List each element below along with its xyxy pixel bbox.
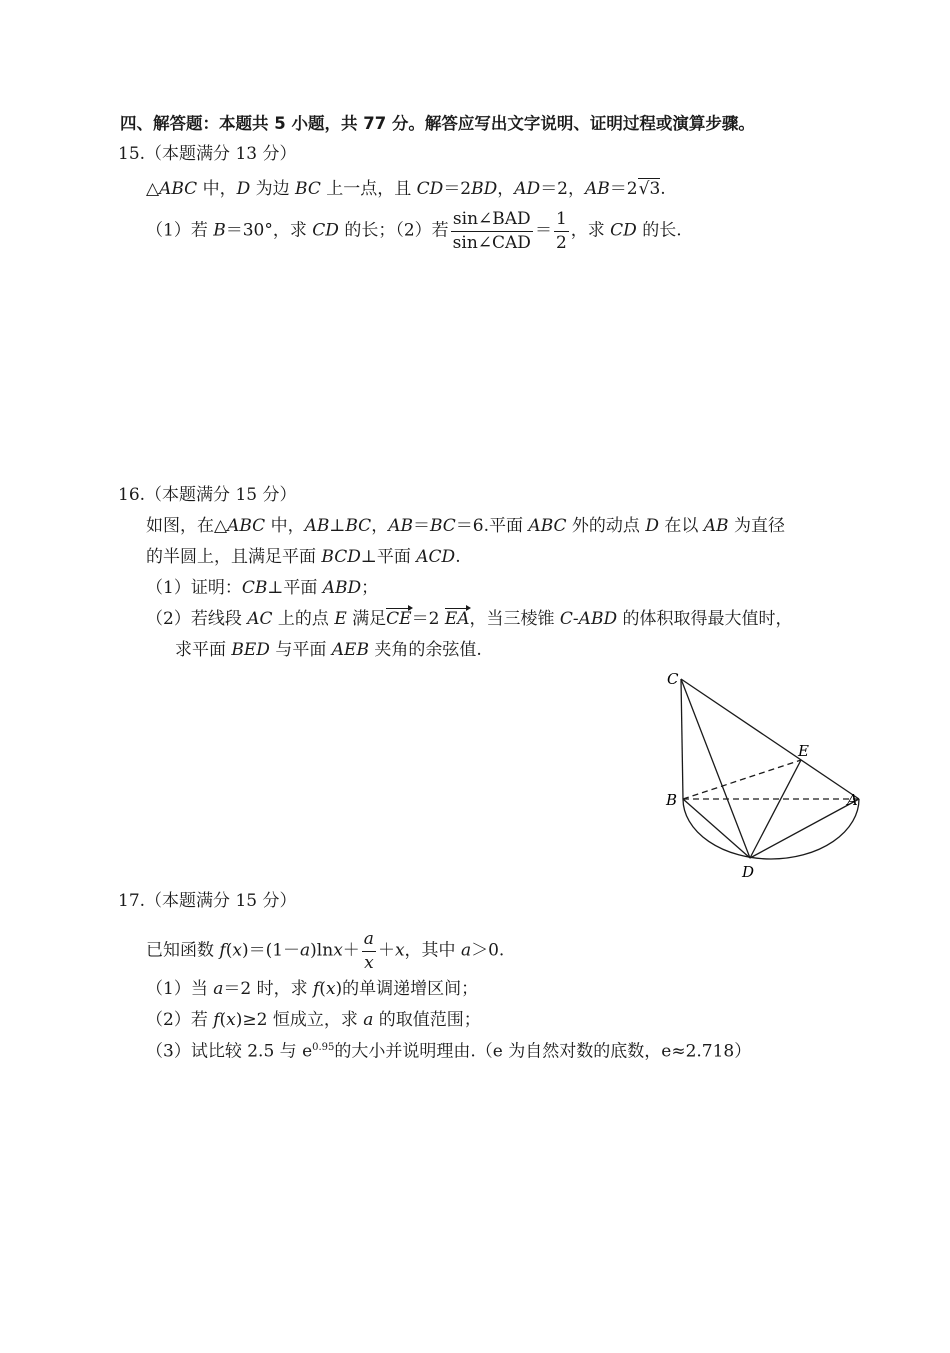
one-half-fraction: $\frac{1}{2}$ [555,209,567,253]
q16-part1: （1）证明：CB⊥平面 ABD； [146,578,379,598]
q15-stem: △ABC 中，D 为边 BC 上一点，且 CD＝2BD，AD＝2，AB＝2√3. [146,179,666,199]
q16-line1: 如图，在△ABC 中，AB⊥BC，AB＝BC＝6.平面 ABC 外的动点 D 在以 AB 为直径 [146,516,785,536]
edge-ad [750,799,859,858]
edge-ed [750,760,801,858]
vector-ce: CE [386,609,412,629]
q15-header: 15.（本题满分 13 分） [118,144,297,164]
q17-stem: 已知函数 f(x)＝(1－a)lnx＋ $\frac{a}{x}$ ＋x，其中 a＞0. [146,929,505,973]
q15-parts: （1）若 B＝30°，求 CD 的长；（2）若 $\frac{\text{sin∠BAD}}{\text{sin∠CAD}}$ ＝ $\frac{1}{2}$ ，求 CD 的长. [146,209,682,253]
q16-part2: （2）若线段 AC 上的点 E 满足CE＝2 EA，当三棱锥 C-ABD 的体积取得最大值时， [146,609,793,629]
edge-cb [681,679,683,799]
q17-header: 17.（本题满分 15 分） [118,891,297,911]
q17-part1: （1）当 a＝2 时，求 f(x)的单调递增区间； [146,979,479,999]
section-header: 四、解答题：本题共 5 小题，共 77 分。解答应写出文字说明、证明过程或演算步骤。 [120,114,755,133]
sqrt-sign: √3 [638,179,661,199]
q17-part3: （3）试比较 2.5 与 $e^{0.95}$的大小并说明理由.（e 为自然对数的底数，e≈2.718） [146,1041,752,1062]
label-a: A [847,791,858,809]
q16-part2-cont: 求平面 BED 与平面 AEB 夹角的余弦值. [175,640,482,660]
label-e: E [798,742,809,760]
q16-header: 16.（本题满分 15 分） [118,485,297,505]
vector-ea: EA [444,609,470,629]
q17-part2: （2）若 f(x)≥2 恒成立，求 a 的取值范围； [146,1010,481,1030]
label-b: B [666,791,678,809]
a-over-x-fraction: $\frac{a}{x}$ [363,929,374,973]
sin-ratio-fraction: $\frac{\text{sin∠BAD}}{\text{sin∠CAD}}$ [452,209,531,253]
edge-ca [681,679,859,799]
semicircle [683,799,859,859]
edge-cd [681,679,750,858]
edge-bd [683,799,750,858]
q16-line2: 的半圆上，且满足平面 BCD⊥平面 ACD. [146,547,461,567]
label-c: C [667,670,679,688]
tetrahedron-figure [655,665,865,885]
label-d: D [742,863,755,881]
